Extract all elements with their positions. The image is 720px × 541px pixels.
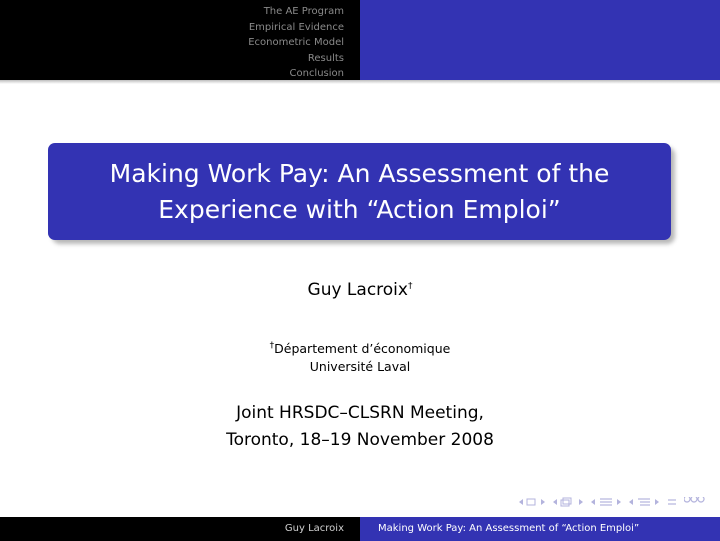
slide-nav-icon[interactable] xyxy=(518,497,546,507)
header-nav-panel xyxy=(0,0,360,80)
footer-author: Guy Lacroix xyxy=(0,517,360,541)
subsection-nav-icon[interactable] xyxy=(628,497,660,507)
title-box xyxy=(48,143,671,240)
author-name: Guy Lacroix xyxy=(307,280,408,300)
section-nav-icon[interactable] xyxy=(590,497,622,507)
frame-prev-arrow-icon xyxy=(553,499,557,505)
frame-nav-icon[interactable] xyxy=(552,496,584,508)
header-divider xyxy=(0,80,720,84)
subsection-next-arrow-icon xyxy=(655,499,659,505)
footer-bar xyxy=(0,517,720,541)
header-blue-panel xyxy=(360,0,720,80)
affiliation-footnote-mark: † xyxy=(269,341,275,351)
nav-item-ae-program[interactable]: The AE Program xyxy=(263,6,344,17)
subsection-prev-arrow-icon xyxy=(629,499,633,505)
nav-item-empirical-evidence[interactable]: Empirical Evidence xyxy=(248,21,344,33)
slide-icon xyxy=(527,499,535,505)
appendix-icon[interactable] xyxy=(666,497,678,507)
slide-prev-arrow-icon xyxy=(519,499,523,505)
department-name: Département d’économique xyxy=(274,341,451,357)
section-next-arrow-icon xyxy=(617,499,621,505)
header-bar xyxy=(0,0,720,80)
author-footnote-mark: † xyxy=(407,281,413,292)
event-info xyxy=(0,400,720,454)
footer-short-title: Making Work Pay: An Assessment of “Action Emploi” xyxy=(360,517,720,541)
nav-item-results[interactable]: Results xyxy=(307,52,344,64)
section-nav-list xyxy=(248,4,344,82)
slide-next-arrow-icon xyxy=(541,499,545,505)
affiliation xyxy=(0,337,720,376)
nav-item-conclusion[interactable]: Conclusion xyxy=(289,68,344,79)
navigation-symbols xyxy=(518,496,710,508)
event-name: Joint HRSDC–CLSRN Meeting, xyxy=(236,403,484,423)
frame-next-arrow-icon xyxy=(579,499,583,505)
affiliation-university: Université Laval xyxy=(309,359,411,375)
search-icon[interactable] xyxy=(684,497,710,507)
nav-item-econometric-model[interactable]: Econometric Model xyxy=(248,37,344,48)
event-date-location: Toronto, 18–19 November 2008 xyxy=(226,430,494,450)
title-line-2: Experience with “Action Emploi” xyxy=(158,194,561,224)
frame-icon xyxy=(561,500,569,506)
section-prev-arrow-icon xyxy=(591,499,595,505)
presentation-title xyxy=(90,156,630,228)
author xyxy=(0,280,720,300)
affiliation-department xyxy=(0,337,720,358)
title-line-1: Making Work Pay: An Assessment of the xyxy=(109,158,610,188)
